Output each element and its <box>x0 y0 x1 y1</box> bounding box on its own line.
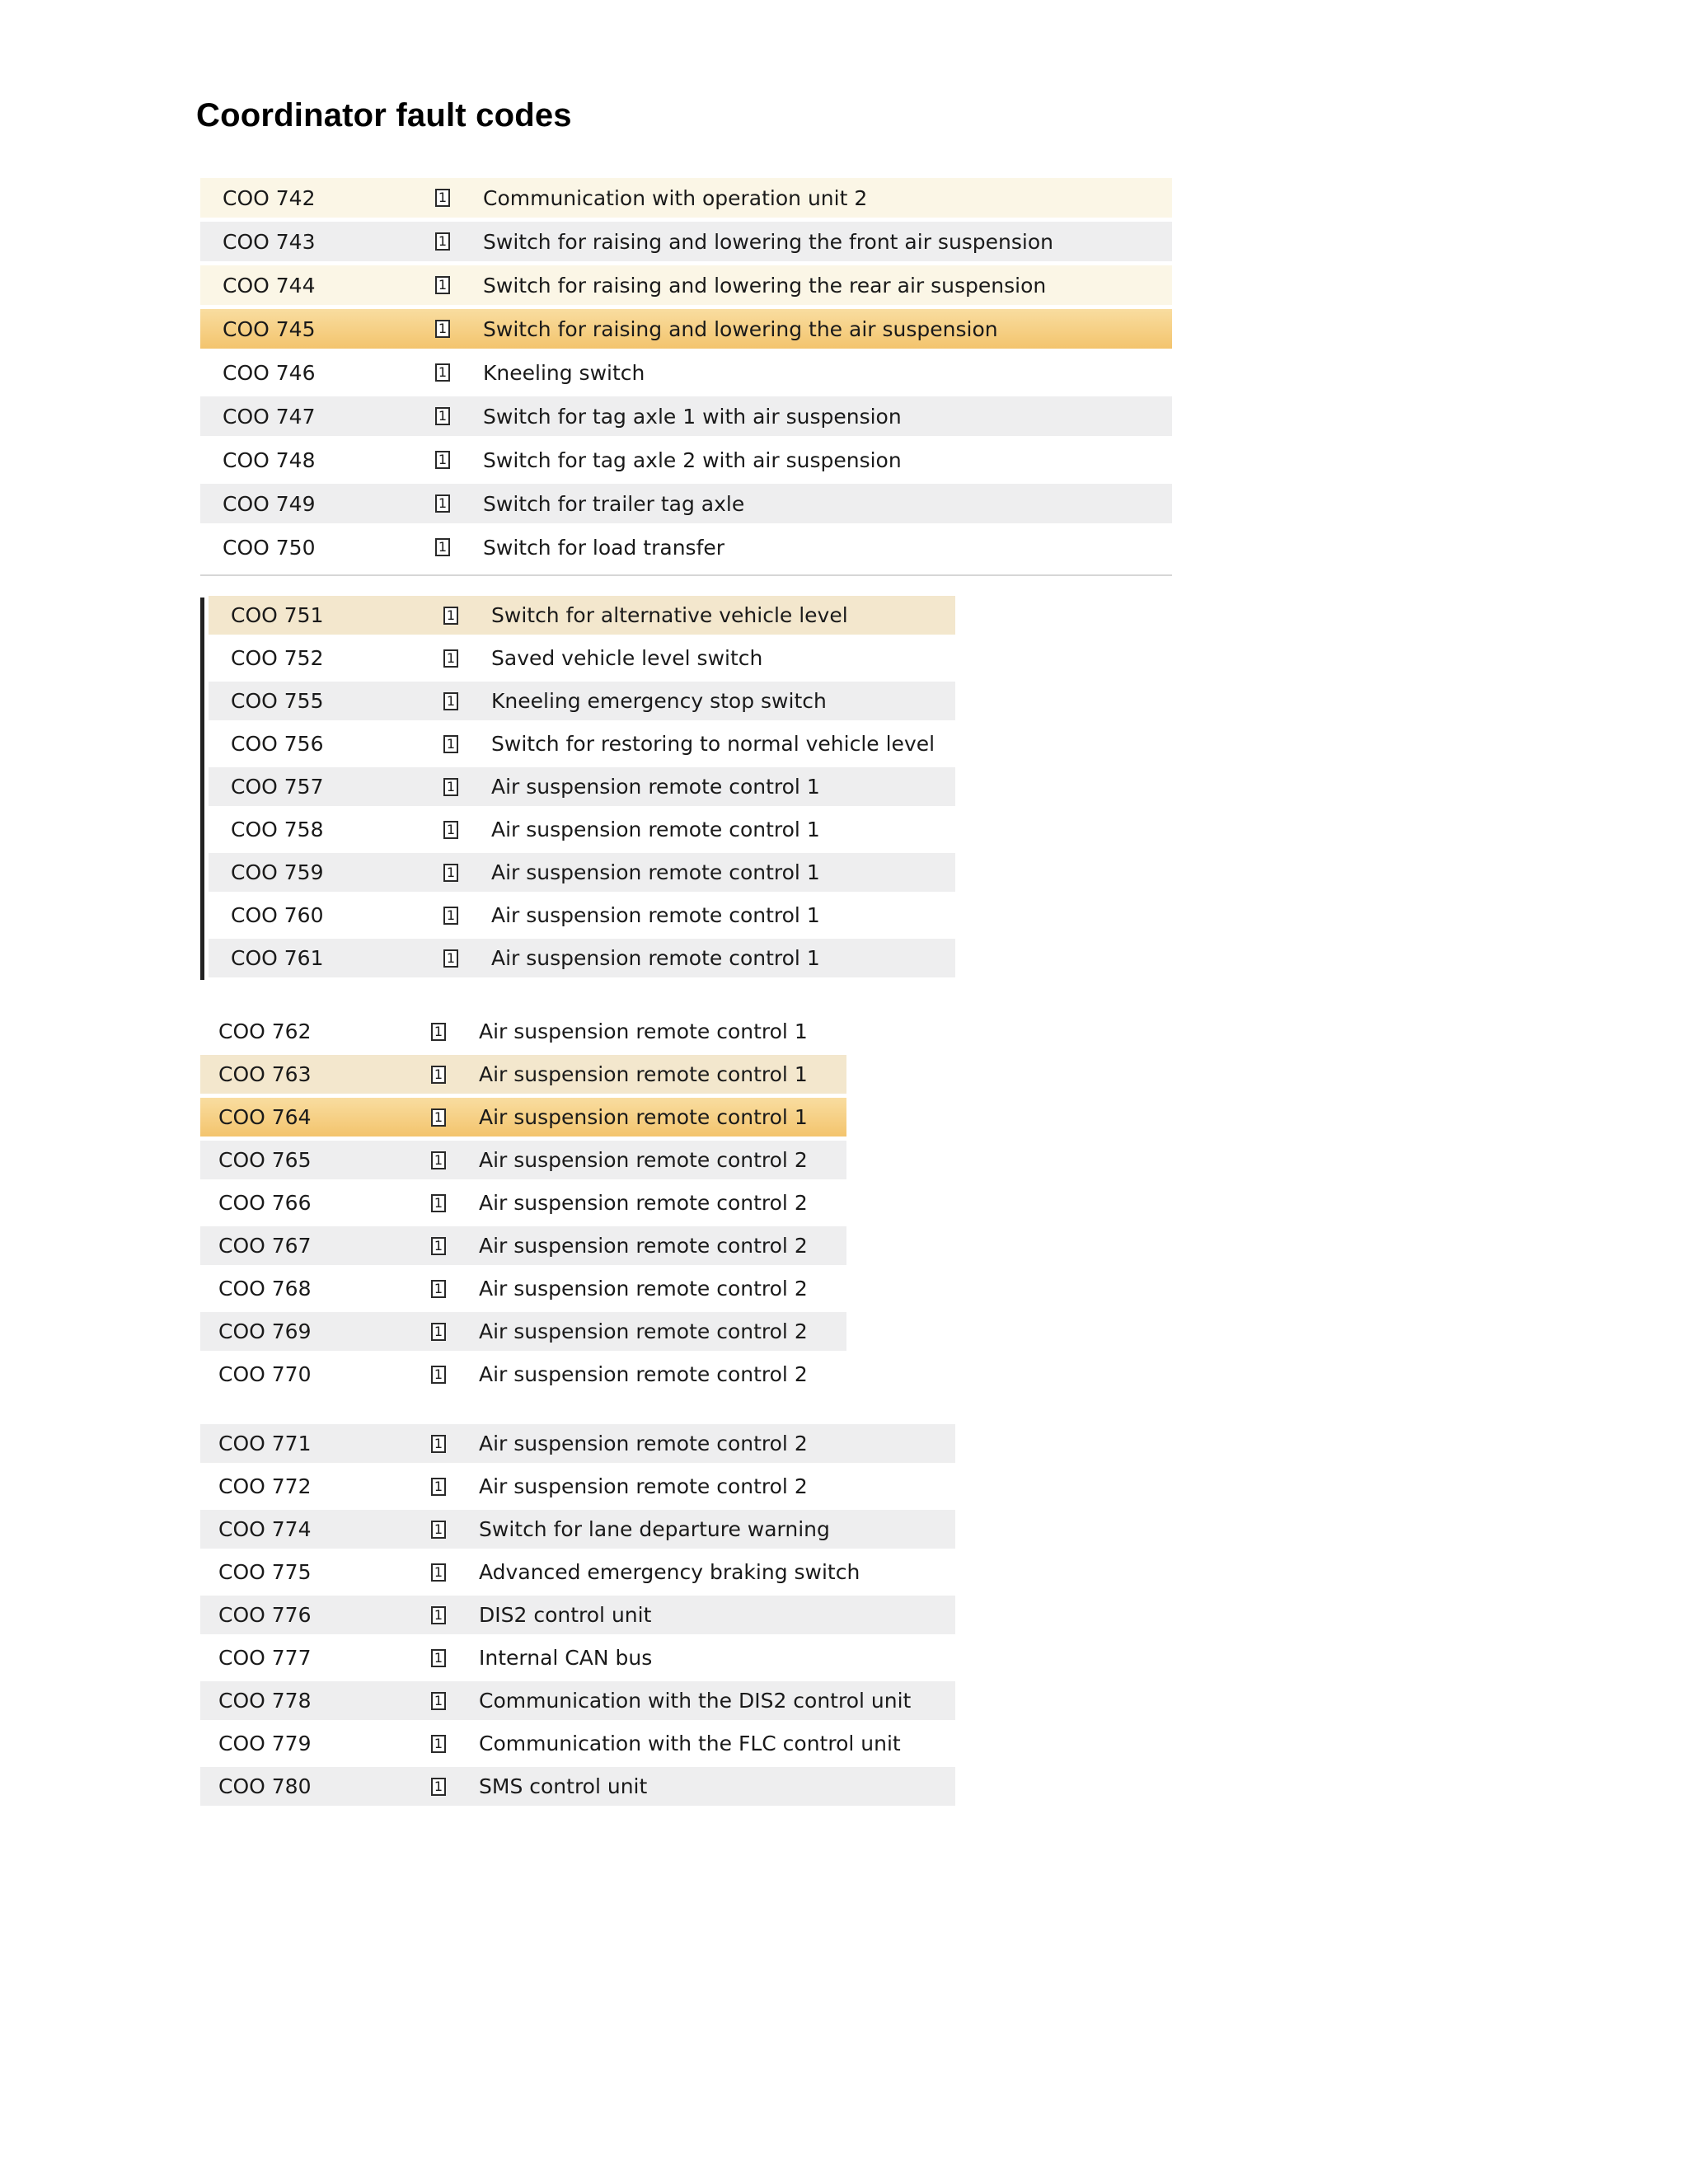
numbered-box-icon: 1 <box>443 692 458 710</box>
fault-description: Communication with the DIS2 control unit <box>479 1689 912 1713</box>
fault-description: Air suspension remote control 2 <box>479 1362 808 1386</box>
fault-code-row <box>200 1355 846 1394</box>
fault-description: Air suspension remote control 2 <box>479 1234 808 1258</box>
fault-code-row <box>200 1467 955 1506</box>
numbered-box-icon: 1 <box>431 1366 446 1384</box>
fault-code-row <box>200 1767 955 1806</box>
fault-code: COO 742 <box>223 185 316 210</box>
fault-description: Kneeling switch <box>483 360 645 385</box>
fault-code: COO 780 <box>218 1774 312 1798</box>
fault-code-row <box>200 222 1172 261</box>
numbered-box-icon: 1 <box>431 1066 446 1084</box>
fault-code: COO 744 <box>223 273 316 298</box>
fault-code: COO 765 <box>218 1148 312 1172</box>
numbered-box-icon: 1 <box>435 232 450 251</box>
numbered-box-icon: 1 <box>431 1151 446 1169</box>
numbered-box-icon: 1 <box>443 821 458 839</box>
fault-code: COO 768 <box>218 1277 312 1301</box>
fault-description: Air suspension remote control 1 <box>479 1062 808 1086</box>
fault-code-row <box>209 896 955 935</box>
fault-description: Air suspension remote control 1 <box>491 946 820 970</box>
fault-code-row <box>200 396 1172 436</box>
numbered-box-icon: 1 <box>431 1606 446 1624</box>
fault-code: COO 758 <box>231 818 324 841</box>
fault-description: Communication with the FLC control unit <box>479 1732 901 1755</box>
fault-code: COO 748 <box>223 448 316 472</box>
fault-code: COO 771 <box>218 1432 312 1455</box>
fault-code-row <box>200 1183 846 1222</box>
fault-description: Air suspension remote control 2 <box>479 1191 808 1215</box>
fault-code-row <box>200 484 1172 523</box>
fault-code: COO 767 <box>218 1234 312 1258</box>
fault-code-group-2 <box>209 596 955 982</box>
fault-code-row <box>200 265 1172 305</box>
fault-code: COO 774 <box>218 1517 312 1541</box>
fault-code: COO 760 <box>231 903 324 927</box>
fault-description: Air suspension remote control 2 <box>479 1319 808 1343</box>
fault-description: Saved vehicle level switch <box>491 646 763 670</box>
fault-code-row <box>209 596 955 635</box>
fault-code-row <box>200 1226 846 1265</box>
fault-code: COO 769 <box>218 1319 312 1343</box>
fault-description: Air suspension remote control 2 <box>479 1277 808 1301</box>
numbered-box-icon: 1 <box>435 320 450 338</box>
numbered-box-icon: 1 <box>431 1649 446 1667</box>
numbered-box-icon: 1 <box>431 1323 446 1341</box>
numbered-box-icon: 1 <box>435 189 450 207</box>
fault-description: Air suspension remote control 2 <box>479 1148 808 1172</box>
numbered-box-icon: 1 <box>435 494 450 513</box>
numbered-box-icon: 1 <box>443 949 458 968</box>
fault-description: Communication with operation unit 2 <box>483 185 868 210</box>
numbered-box-icon: 1 <box>431 1023 446 1041</box>
fault-description: Switch for lane departure warning <box>479 1517 830 1541</box>
fault-code-row <box>209 810 955 849</box>
fault-description: Air suspension remote control 1 <box>491 775 820 799</box>
numbered-box-icon: 1 <box>431 1563 446 1582</box>
fault-description: Kneeling emergency stop switch <box>491 689 827 713</box>
numbered-box-icon: 1 <box>435 276 450 294</box>
fault-code: COO 757 <box>231 775 324 799</box>
fault-description: Switch for tag axle 2 with air suspension <box>483 448 902 472</box>
fault-code: COO 749 <box>223 491 316 516</box>
fault-description: Air suspension remote control 1 <box>479 1019 808 1043</box>
fault-code-row <box>200 440 1172 480</box>
fault-code: COO 778 <box>218 1689 312 1713</box>
numbered-box-icon: 1 <box>431 1280 446 1298</box>
fault-description: Switch for trailer tag axle <box>483 491 745 516</box>
fault-code-row <box>200 1055 846 1094</box>
fault-code: COO 766 <box>218 1191 312 1215</box>
numbered-box-icon: 1 <box>443 649 458 668</box>
fault-code-row <box>200 1553 955 1591</box>
fault-description: Internal CAN bus <box>479 1646 653 1670</box>
fault-description: Air suspension remote control 2 <box>479 1432 808 1455</box>
fault-code: COO 776 <box>218 1603 312 1627</box>
numbered-box-icon: 1 <box>435 451 450 469</box>
fault-code: COO 779 <box>218 1732 312 1755</box>
fault-code-row <box>200 1312 846 1351</box>
fault-code: COO 745 <box>223 316 316 341</box>
fault-code-row <box>200 1141 846 1179</box>
fault-code: COO 759 <box>231 860 324 884</box>
numbered-box-icon: 1 <box>435 363 450 382</box>
numbered-box-icon: 1 <box>431 1735 446 1753</box>
fault-description: Air suspension remote control 1 <box>479 1105 808 1129</box>
fault-code-row <box>200 1098 846 1137</box>
fault-code: COO 772 <box>218 1474 312 1498</box>
numbered-box-icon: 1 <box>431 1692 446 1710</box>
numbered-box-icon: 1 <box>431 1521 446 1539</box>
fault-description: Air suspension remote control 2 <box>479 1474 808 1498</box>
numbered-box-icon: 1 <box>431 1778 446 1796</box>
fault-description: Switch for tag axle 1 with air suspension <box>483 404 902 429</box>
fault-description: Switch for raising and lowering the rear air suspension <box>483 273 1047 298</box>
fault-code: COO 752 <box>231 646 324 670</box>
fault-code-row <box>209 853 955 892</box>
fault-description: DIS2 control unit <box>479 1603 652 1627</box>
fault-code: COO 770 <box>218 1362 312 1386</box>
fault-code-row <box>200 1724 955 1763</box>
numbered-box-icon: 1 <box>443 735 458 753</box>
numbered-box-icon: 1 <box>443 864 458 882</box>
fault-code-group-4 <box>200 1424 955 1810</box>
fault-code-group-1 <box>200 178 1172 576</box>
fault-code: COO 775 <box>218 1560 312 1584</box>
fault-code: COO 764 <box>218 1105 312 1129</box>
numbered-box-icon: 1 <box>443 907 458 925</box>
fault-code: COO 746 <box>223 360 316 385</box>
fault-code-row <box>200 1681 955 1720</box>
numbered-box-icon: 1 <box>431 1108 446 1127</box>
fault-code-group-3 <box>200 1012 846 1398</box>
fault-code-row <box>200 1596 955 1634</box>
fault-description: Switch for load transfer <box>483 535 725 560</box>
fault-code-row <box>200 178 1172 218</box>
fault-code: COO 747 <box>223 404 316 429</box>
fault-description: Switch for alternative vehicle level <box>491 603 848 627</box>
fault-code-row <box>209 939 955 977</box>
fault-description: Air suspension remote control 1 <box>491 818 820 841</box>
fault-code-row <box>200 527 1172 567</box>
fault-code-row <box>209 682 955 720</box>
fault-code-row <box>200 1510 955 1549</box>
fault-code: COO 761 <box>231 946 324 970</box>
fault-code-row <box>209 724 955 763</box>
fault-description: Switch for raising and lowering the front air suspension <box>483 229 1054 254</box>
numbered-box-icon: 1 <box>431 1478 446 1496</box>
fault-code-row <box>200 1638 955 1677</box>
numbered-box-icon: 1 <box>435 538 450 556</box>
fault-code: COO 743 <box>223 229 316 254</box>
fault-code: COO 777 <box>218 1646 312 1670</box>
fault-code-row <box>209 767 955 806</box>
fault-description: Air suspension remote control 1 <box>491 860 820 884</box>
fault-code: COO 750 <box>223 535 316 560</box>
fault-code-row <box>200 1012 846 1051</box>
numbered-box-icon: 1 <box>431 1435 446 1453</box>
fault-code-row <box>200 1269 846 1308</box>
numbered-box-icon: 1 <box>431 1194 446 1212</box>
fault-description: Switch for raising and lowering the air suspension <box>483 316 998 341</box>
page-title: Coordinator fault codes <box>196 97 572 134</box>
fault-code: COO 763 <box>218 1062 312 1086</box>
numbered-box-icon: 1 <box>435 407 450 425</box>
numbered-box-icon: 1 <box>431 1237 446 1255</box>
numbered-box-icon: 1 <box>443 778 458 796</box>
fault-code-row <box>200 1424 955 1463</box>
fault-code: COO 755 <box>231 689 324 713</box>
fault-code-row <box>209 639 955 677</box>
fault-code: COO 762 <box>218 1019 312 1043</box>
numbered-box-icon: 1 <box>443 607 458 625</box>
fault-description: Switch for restoring to normal vehicle level <box>491 732 935 756</box>
fault-code-row <box>200 309 1172 349</box>
fault-description: Air suspension remote control 1 <box>491 903 820 927</box>
fault-description: Advanced emergency braking switch <box>479 1560 860 1584</box>
fault-description: SMS control unit <box>479 1774 648 1798</box>
fault-code: COO 751 <box>231 603 324 627</box>
fault-code-row <box>200 353 1172 392</box>
fault-code: COO 756 <box>231 732 324 756</box>
